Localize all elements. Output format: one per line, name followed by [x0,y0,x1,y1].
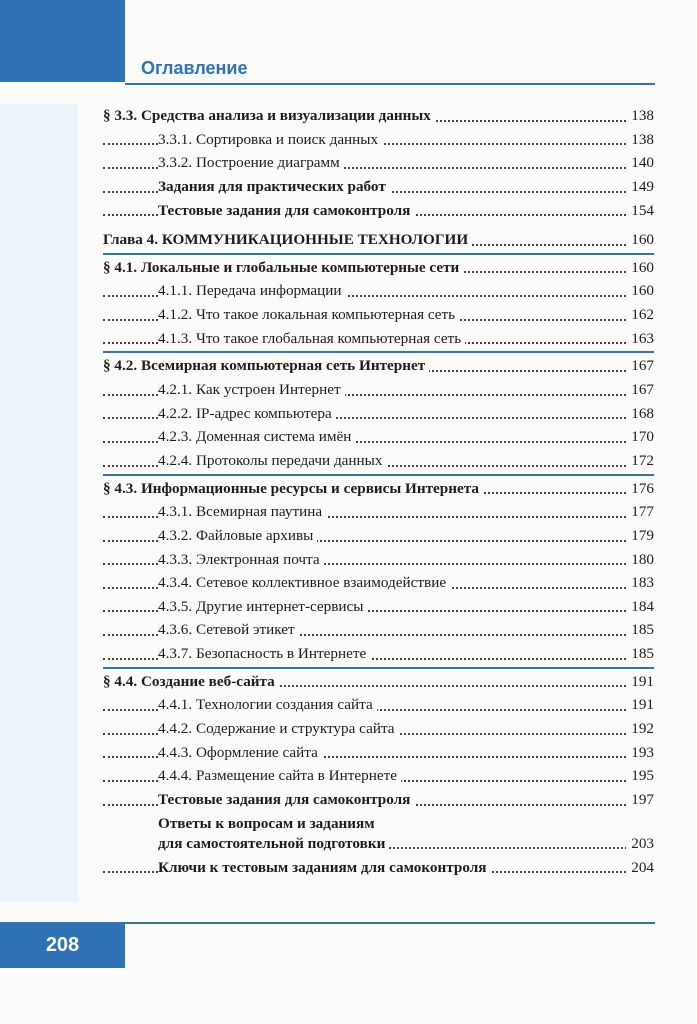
footer-rule [125,922,655,924]
toc-item-line1: Ответы к вопросам и заданиям [158,814,375,832]
toc-subsection[interactable]: 3.3.1. Сортировка и поиск данных 138 [103,128,654,152]
side-panel [0,104,78,902]
page-number: 208 [45,934,80,956]
toc-item[interactable]: Ключи к тестовым заданиям для самоконтроля 204 [103,856,654,880]
page-ref: 140 [626,151,654,175]
page-ref: 167 [626,354,654,378]
toc-subsection[interactable]: 4.2.1. Как устроен Интернет 167 [103,378,654,402]
toc-subsection[interactable]: 3.3.2. Построение диаграмм 140 [103,151,654,175]
toc-subsection[interactable]: 4.3.7. Безопасность в Интернете 185 [103,642,654,666]
page-ref: 138 [626,128,654,152]
toc-subsection[interactable]: 4.3.1. Всемирная паутина 177 [103,500,654,524]
toc-section[interactable]: § 4.4. Создание веб-сайта 191 [103,670,654,694]
page-ref: 191 [626,693,654,717]
page-ref: 160 [626,279,654,303]
toc-subsection[interactable]: 4.1.2. Что такое локальная компьютерная сеть 162 [103,303,654,327]
toc-item[interactable]: Тестовые задания для самоконтроля 154 [103,199,654,223]
toc-subsection[interactable]: 4.3.5. Другие интернет-сервисы 184 [103,595,654,619]
page-ref: 180 [626,548,654,572]
page-ref: 185 [626,618,654,642]
toc-item-answers[interactable] [103,812,654,856]
page-ref: 163 [626,327,654,351]
toc-subsection[interactable]: 4.4.2. Содержание и структура сайта 192 [103,717,654,741]
page-ref: 183 [626,571,654,595]
page-ref: 192 [626,717,654,741]
header-color-block [0,0,125,82]
section-divider [103,667,654,669]
toc-section[interactable]: § 3.3. Средства анализа и визуализации данных 138 [103,104,654,128]
page-ref: 172 [626,449,654,473]
toc-subsection[interactable]: 4.3.3. Электронная почта 180 [103,548,654,572]
page-ref: 191 [626,670,654,694]
toc-subsection[interactable]: 4.2.2. IP-адрес компьютера 168 [103,402,654,426]
page-ref: 162 [626,303,654,327]
page-ref: 170 [626,425,654,449]
page-ref: 177 [626,500,654,524]
page-ref: 179 [626,524,654,548]
page-ref: 154 [626,199,654,223]
page-ref: 149 [626,175,654,199]
toc-section[interactable]: § 4.2. Всемирная компьютерная сеть Интернет 167 [103,354,654,378]
table-of-contents [103,104,654,879]
page-ref: 160 [626,256,654,280]
section-divider [103,253,654,255]
toc-subsection[interactable]: 4.3.2. Файловые архивы 179 [103,524,654,548]
page-ref: 197 [626,788,654,812]
toc-chapter[interactable]: Глава 4. КОММУНИКАЦИОННЫЕ ТЕХНОЛОГИИ 160 [103,228,654,252]
section-divider [103,351,654,353]
toc-subsection[interactable]: 4.3.4. Сетевое коллективное взаимодействие 183 [103,571,654,595]
toc-subsection[interactable]: 4.2.4. Протоколы передачи данных 172 [103,449,654,473]
page-ref: 185 [626,642,654,666]
toc-item[interactable]: Задания для практических работ 149 [103,175,654,199]
toc-item-line2: для самостоятельной подготовки [158,835,389,852]
toc-subsection[interactable]: 4.3.6. Сетевой этикет 185 [103,618,654,642]
header-title: Оглавление [141,58,248,78]
page-ref: 203 [626,832,654,855]
page-ref: 184 [626,595,654,619]
toc-subsection[interactable]: 4.4.3. Оформление сайта 193 [103,741,654,765]
page-ref: 168 [626,402,654,426]
page-ref: 204 [626,856,654,880]
toc-item[interactable]: Тестовые задания для самоконтроля 197 [103,788,654,812]
toc-subsection[interactable]: 4.4.4. Размещение сайта в Интернете 195 [103,764,654,788]
page-ref: 160 [626,228,654,252]
toc-subsection[interactable]: 4.4.1. Технологии создания сайта 191 [103,693,654,717]
toc-section[interactable]: § 4.3. Информационные ресурсы и сервисы Интернета 176 [103,477,654,501]
toc-subsection[interactable]: 4.1.3. Что такое глобальная компьютерная сеть 163 [103,327,654,351]
page-ref: 193 [626,741,654,765]
page-ref: 176 [626,477,654,501]
page-ref: 138 [626,104,654,128]
toc-subsection[interactable]: 4.2.3. Доменная система имён 170 [103,425,654,449]
toc-section[interactable]: § 4.1. Локальные и глобальные компьютерные сети 160 [103,256,654,280]
toc-subsection[interactable]: 4.1.1. Передача информации 160 [103,279,654,303]
header-rule [125,83,655,85]
section-divider [103,474,654,476]
page-ref: 167 [626,378,654,402]
page-ref: 195 [626,764,654,788]
